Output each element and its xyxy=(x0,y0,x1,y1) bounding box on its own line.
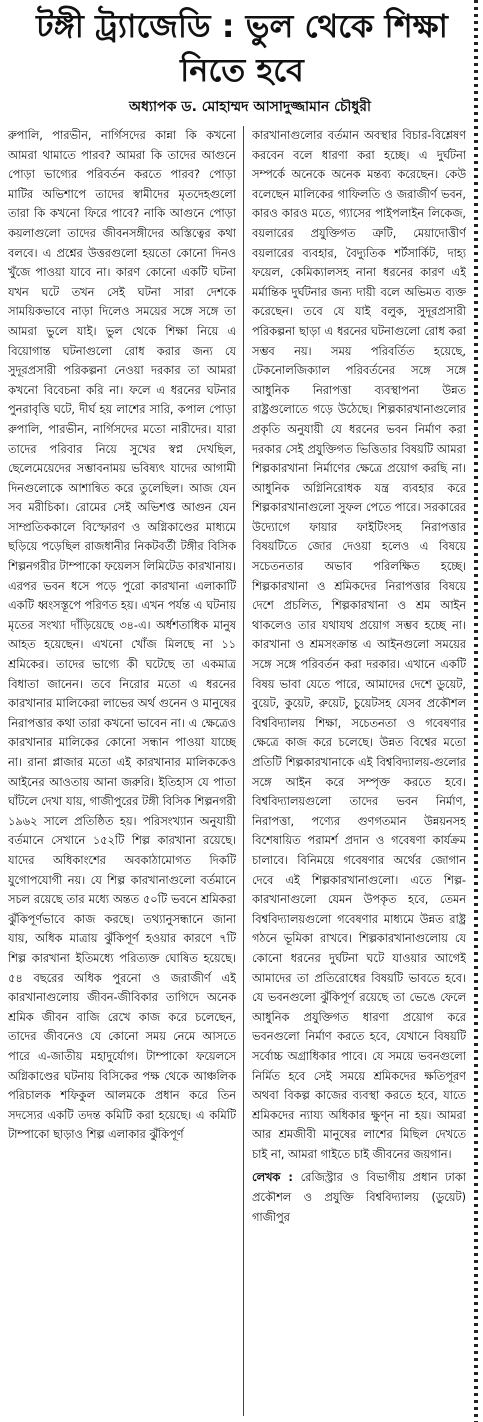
byline: অধ্যাপক ড. মোহাম্মদ আসাদুজ্জামান চৌধুরী xyxy=(129,99,371,115)
author-note xyxy=(252,1168,466,1227)
dotted-border xyxy=(474,0,478,1422)
article-column-right xyxy=(252,126,466,1422)
headline: টঙ্গী ট্র্যাজেডি : ভুল থেকে শিক্ষা নিতে হবে xyxy=(36,7,448,89)
author-note-label: লেখক : xyxy=(252,1171,293,1185)
author-note-text: রেজিস্ট্রার ও বিভাগীয় প্রধান ঢাকা প্রকৌশল ও প্রযুক্তি বিশ্ববিদ্যালয় (ডুয়েট) গাজীপুর xyxy=(252,1171,466,1224)
column-text: কারখানাগুলোর বর্তমান অবস্থার বিচার-বিশ্লেষণ করবেন বলে ধারণা করা হচ্ছে। এ দুর্ঘটনা সম্পর্কে অনেকে অনেক মন্তব্য করেছেন। কেউ বলেছেন মালিকের গাফিলতি ও জরাজীর্ণ ভবন, কারও কারও মতে, গ্যাসের পাইপলাইন লিকেজ, বয়লারের প্রযুক্তিগত ত্রুটি, মেয়াদোত্তীর্ণ বয়লারের ব্যবহার, বৈদ্যুতিক শর্টসার্কিট, দাহ্য ফয়েল, কেমিক্যালসহ নানা ধরনের কারণ এই মর্মান্তিক দুর্ঘটনার জন্য দায়ী বলে অভিমত ব্যক্ত করেছেন। তবে যে যাই বলুক, সুদূরপ্রসারী পরিকল্পনা ছাড়া এ ধরনের ঘটনাগুলো রোধ করা সম্ভব নয়। সময় পরিবর্তিত হয়েছে, টেকনোলজিক্যাল পরিবর্তনের সঙ্গে সঙ্গে আধুনিক নিরাপত্তা ব্যবস্থাপনা উন্নত রাষ্ট্রগুলোতে গড়ে উঠেছে। শিল্পকারখানাগুলোর প্রকৃতি অনুযায়ী যে ধরনের ভবন নির্মাণ করা দরকার সেই প্রযুক্তিগত ভিত্তিতার বিষয়টি আমরা শিল্পকারখানা নির্মাণের ক্ষেত্রে প্রয়োগ করছি না। আধুনিক অগ্নিনিরোধক যন্ত্র ব্যবহার করে শিল্পকারখানাগুলো সুফল পেতে পারে। সরকারের উদ্যোগে ফায়ার ফাইটিংসহ নিরাপত্তার বিষয়টিতে জোর দেওয়া হলেও এ বিষয়ে সচেতনতার অভাব পরিলক্ষিত হচ্ছে। শিল্পকারখানা ও শ্রমিকদের নিরাপত্তার বিষয়ে দেশে প্রচলিত, শিল্পকারখানা ও শ্রম আইন থাকলেও তার যথাযথ প্রয়োগ সম্ভব হচ্ছে না। কারখানা ও শ্রমসংক্রান্ত এ আইনগুলো সময়ের সঙ্গে সঙ্গে পরিবর্তন করা দরকার। এখানে একটি বিষয় ভাবা যেতে পারে, আমাদের দেশে ডুয়েট, বুয়েট, কুয়েট, রুয়েট, চুয়েটসহ যেসব প্রকৌশল বিশ্ববিদ্যালয় শিক্ষা, সচেতনতা ও গবেষণার ক্ষেত্রে কাজ করে চলেছে। উন্নত বিশ্বের মতো প্রতিটি শিল্পকারখানাকে এই বিশ্ববিদ্যালয়-গুলোর সঙ্গে আইন করে সম্পৃক্ত করতে হবে। বিশ্ববিদ্যালয়গুলো তাদের ভবন নির্মাণ, নিরাপত্তা, পণ্যের গুণগতমান উন্নয়নসহ বিশেষায়িত পরামর্শ প্রদান ও গবেষণা কার্যক্রম চালাবে। বিনিময়ে গবেষণার অর্থের জোগান দেবে এই শিল্পকারখানাগুলো। এতে শিল্প-কারখানাগুলো যেমন উপকৃত হবে, তেমন বিশ্ববিদ্যালয়গুলো গবেষণার মাধ্যমে উন্নত রাষ্ট্র গঠনে ভূমিকা রাখবে। শিল্পকারখানাগুলোয় যে কোনো ধরনের দুর্ঘটনা ঘটে যাওয়ার আগেই আমাদের তা প্রতিরোধের বিষয়টি ভাবতে হবে। যে ভবনগুলো ঝুঁকিপূর্ণ রয়েছে তা ভেঙে ফেলে আধুনিক প্রযুক্তিগত ধারণা প্রয়োগ করে ভবনগুলো নির্মাণ করতে হবে, যেখানে বিষয়টি সর্বোচ্চ অগ্রাধিকার পাবে। যে সময়ে ভবনগুলো নির্মিত হবে সেই সময়ে শ্রমিকদের ক্ষতিপূরণ অথবা বিকল্প কাজের ব্যবস্থা করতে হবে, যাতে শ্রমিকদের ন্যায্য অধিকার ক্ষুণ্ন না হয়। আমরা আর শ্রমজীবী মানুষের লাশের মিছিল দেখতে চাই না, আমরা গাইতে চাই জীবনের জয়গান। xyxy=(252,129,466,1161)
article-column-left xyxy=(8,126,236,1422)
column-text: রুপালি, পারভীন, নার্গিসদের কান্না কি কখনো আমরা থামাতে পারব? আমরা কি তাদের আগুনে পোড়া ভাগ্যের পরিবর্তন করতে পারব? পোড়া মাটির অভিশাপে তাদের স্বামীদের মৃতদেহগুলো তারা কি কখনো ফিরে পাবে? নাকি আগুনে পোড়া কয়লাগুলো তাদের জীবনসঙ্গীদের অস্তিত্বের কথা বলবে। এ প্রশ্নের উত্তরগুলো হয়তো কোনো দিনও খুঁজে পাওয়া যাবে না। কারণ কোনো একটি ঘটনা যখন ঘটে তখন সেই ঘটনা সারা দেশকে সাময়িকভাবে নাড়া দিলেও সময়ের সঙ্গে সঙ্গে তা আমরা ভুলে যাই। ভুল থেকে শিক্ষা নিয়ে এ বিয়োগান্ত ঘটনাগুলো রোধ করার জন্য যে সুদূরপ্রসারী পরিকল্পনা নেওয়া দরকার তা আমরা কখনো বিবেচনা করি না। ফলে এ ধরনের ঘটনার পুনরাবৃত্তি ঘটে, দীর্ঘ হয় লাশের সারি, কপাল পোড়া রুপালি, পারভীন, নার্গিসদের মতো নারীদের। যারা তাদের পরিবার নিয়ে সুখের স্বপ্ন দেখছিল, ছেলেমেয়েদের সম্ভাবনাময় ভবিষ্যৎ যাদের আগামী দিনগুলোকে আশান্বিত করে তুলেছিল। আজ যেন সব মরীচিকা। রোমের সেই অভিশপ্ত আগুন যেন সাম্প্রতিককালে বিস্ফোরণ ও অগ্নিকাণ্ডের মাধ্যমে ছড়িয়ে পড়েছিল রাজধানীর নিকটবর্তী টঙ্গীর বিসিক শিল্পনগরীর টাম্পাকো ফয়েলস লিমিটেড কারখানায়। এরপর ভবন ধসে পড়ে পুরো কারখানা এলাকাটি একটি ধ্বংসস্তূপে পরিণত হয়। এখন পর্যন্ত এ ঘটনায় মৃতের সংখ্যা দাঁড়িয়েছে ৩৪-এ। অর্ধশতাধিক মানুষ আহত হয়েছেন। এখনো খোঁজ মিলছে না ১১ শ্রমিকের। তাদের ভাগ্যে কী ঘটেছে তা একমাত্র বিধাতা জানেন। তবে নিরোর মতো এ ধরনের কারখানার মালিকেরা লাভের অর্থ গুনেন ও মানুষের নিরাপত্তার কথা তারা কখনো ভাবেন না। এ ক্ষেত্রেও কারখানার মালিকের কোনো সন্ধান পাওয়া যাচ্ছে না। রানা প্লাজার মতো এই কারখানার মালিককেও আইনের আওতায় আনা জরুরি। ইতিহাস যে পাতা ঘাঁটলে দেখা যায়, গাজীপুরের টঙ্গী বিসিক শিল্পনগরী ১৯৬২ সালে প্রতিষ্ঠিত হয়। পরিসংখ্যান অনুযায়ী বর্তমানে সেখানে ১৫২টি শিল্প কারখানা রয়েছে। যাদের অধিকাংশের অবকাঠামোগত দিকটি যুগোপযোগী নয়। যে শিল্প কারখানাগুলো বর্তমানে সচল রয়েছে তার মধ্যে অন্তত ৫০টি ভবনে শ্রমিকরা ঝুঁকিপূর্ণভাবে কাজ করছে। তথ্যানুসন্ধানে জানা যায়, অধিক মাত্রায় ঝুঁকিপূর্ণ হওয়ার কারণে ৭টি শিল্প কারখানা ইতিমধ্যে পরিত্যক্ত ঘোষিত হয়েছে। ৫৪ বছরের অধিক পুরনো ও জরাজীর্ণ এই কারখানাগুলোয় জীবন-জীবিকার তাগিদে অনেক শ্রমিক জীবন বাজি রেখে কাজ করে চলেছেন, তাদের জীবনেও যে কোনো সময় নেমে আসতে পারে এ-জাতীয় মহাদুর্যোগ। টাম্পাকো ফয়েলসে অগ্নিকাণ্ডের ঘটনায় বিসিকের পক্ষ থেকে আঞ্চলিক পরিচালক শফিকুল আলমকে প্রধান করে তিন সদস্যের একটি তদন্ত কমিটি করা হয়েছে। এ কমিটি টাম্পাকো ছাড়াও শিল্প এলাকার ঝুঁকিপূর্ণ xyxy=(8,129,236,1142)
column-divider xyxy=(243,126,244,1416)
